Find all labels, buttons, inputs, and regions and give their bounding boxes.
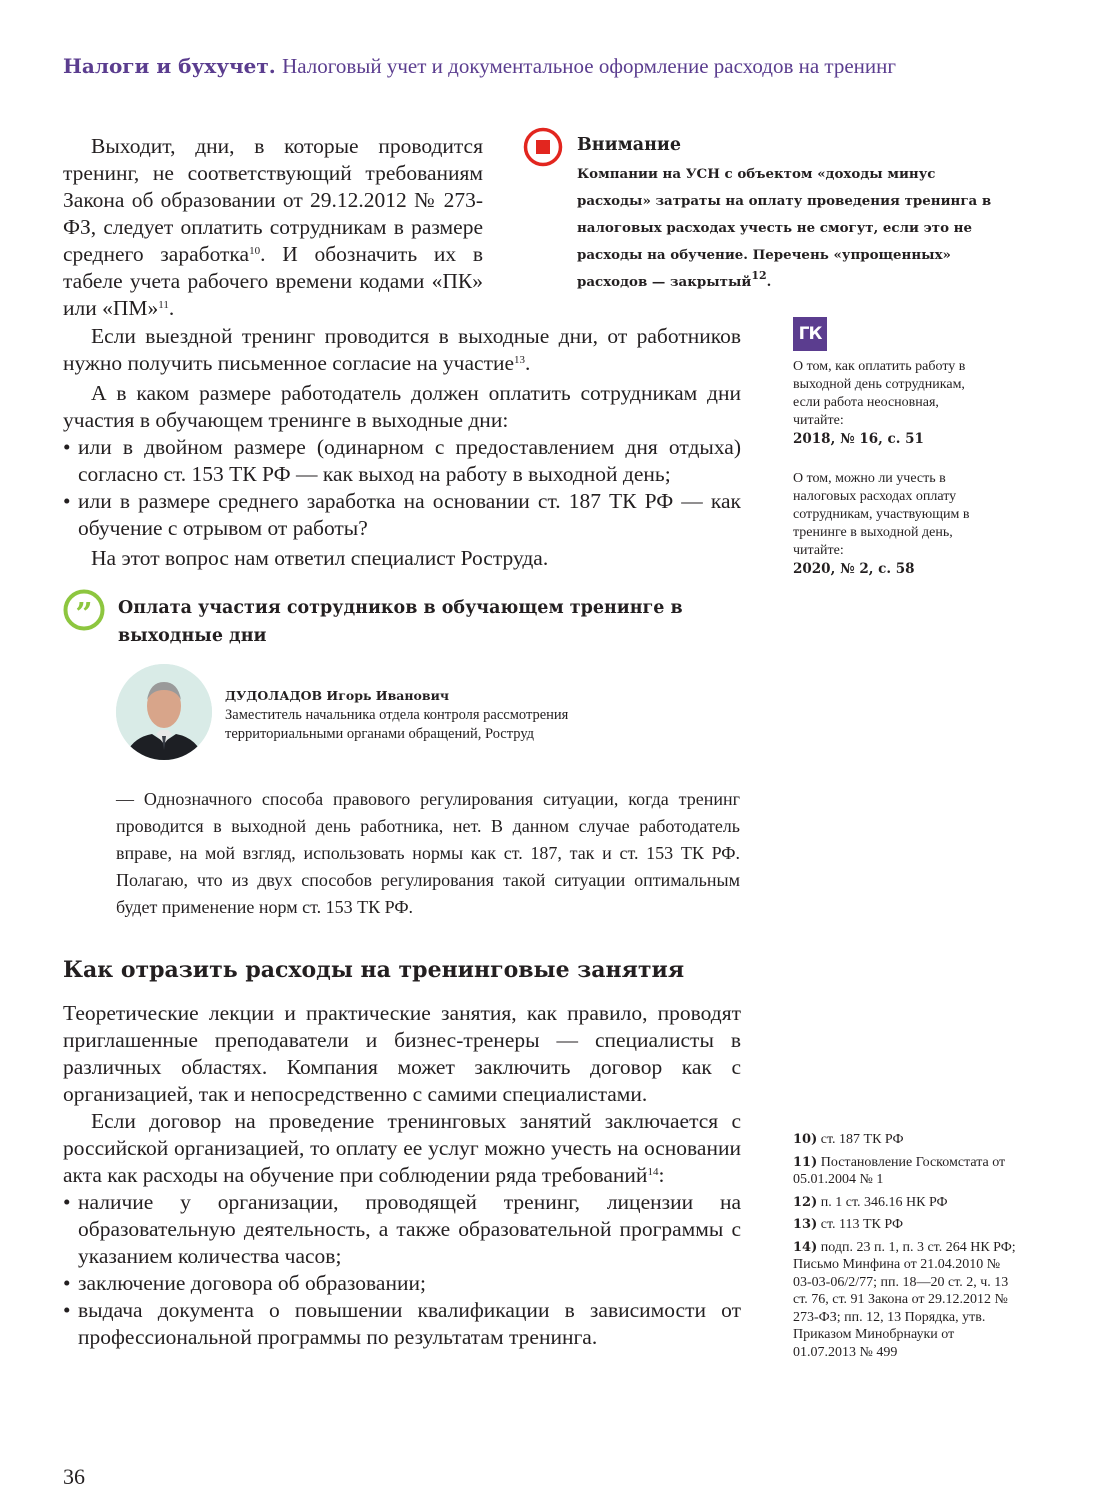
footnote-ref: 14 <box>647 1166 659 1178</box>
sidebar-ref-1 <box>793 358 993 449</box>
footnote-number: 14) <box>793 1239 818 1255</box>
magazine-logo: ГК <box>793 317 827 351</box>
footnote-text: п. 1 ст. 346.16 НК РФ <box>820 1194 948 1210</box>
intro-paragraph <box>63 133 483 322</box>
footnote <box>793 1131 1018 1149</box>
footnote-number: 10) <box>793 1132 818 1147</box>
footnote-text: ст. 113 ТК РФ <box>820 1217 904 1232</box>
quote-text: — Однозначного способа правового регулирования ситуации, когда тренинг проводится в выходной день работника, нет. В данном случае работодатель вправе, на мой взгляд, использовать нормы как ст. 187, так и ст. 153 ТК РФ. Полагаю, что из двух способов регулирования такой ситуации оптимальным будет применение норм ст. 153 ТК РФ. <box>116 789 740 917</box>
expert-role-line: территориальными органами обращений, Роструд <box>225 726 535 742</box>
running-header <box>63 54 896 79</box>
paragraph: Теоретические лекции и практические занятия, как правило, проводят приглашенные преподаватели и бизнес-тренеры — специалисты в различных областях. Компания может заключить договор как с организацией, так и непосредственно с самими специалистами. <box>63 1001 741 1106</box>
section-heading: Как отразить расходы на тренинговые занятия <box>63 957 685 983</box>
p-end: : <box>658 1163 665 1187</box>
expert-role <box>225 706 568 744</box>
sidebar-ref-issue: 2018, № 16, с. 51 <box>793 431 924 447</box>
footnote-text: ст. 187 ТК РФ <box>820 1132 904 1147</box>
attention-text <box>577 161 1012 296</box>
paragraph <box>63 1108 741 1189</box>
footnote-text: Постановление Госкомстата от 05.01.2004 № 1 <box>793 1154 1006 1187</box>
list-item: • или в размере среднего заработка на основании ст. 187 ТК РФ — как обучение с отрывом от работы? <box>63 488 741 542</box>
footnotes <box>793 1131 1018 1366</box>
sidebar-ref-issue: 2020, № 2, с. 58 <box>793 561 915 577</box>
body-section-1 <box>63 323 741 572</box>
intro-text-1: Выходит, дни, в которые проводится тренинг, не соответствующий требованиям Закона об образовании от 29.12.2012 № 273-ФЗ, следует оплатить сотрудникам в размере среднего заработка <box>63 134 483 266</box>
body-section-2 <box>63 1000 741 1351</box>
p2-text: Если выездной тренинг проводится в выходные дни, от работников нужно получить письменное согласие на участие <box>63 324 741 375</box>
sidebar-ref-text: О том, как оплатить работу в выходной день сотрудникам, если работа неосновная, читайте: <box>793 359 966 428</box>
list-item: • наличие у организации, проводящей тренинг, лицензии на образовательную деятельность, а также образовательной программы с указанием количества часов; <box>63 1189 741 1270</box>
header-section: Налоги и бухучет. <box>63 54 276 78</box>
sidebar-ref-2 <box>793 470 993 579</box>
footnote-ref: 12 <box>751 269 767 282</box>
list-item: • или в двойном размере (одинарном с предоставлением дня отдыха) согласно ст. 153 ТК РФ — как выход на работу в выходной день; <box>63 434 741 488</box>
expert-name: ДУДОЛАДОВ Игорь Иванович <box>225 688 449 703</box>
list-item: • выдача документа о повышении квалификации в зависимости от профессиональной программы по результатам тренинга. <box>63 1297 741 1351</box>
attention-end: . <box>766 274 772 290</box>
quote-title: Оплата участия сотрудников в обучающем тренинге в выходные дни <box>118 598 683 646</box>
sidebar-ref-text: О том, можно ли учесть в налоговых расходах оплату сотрудникам, участвующим в тренинге в выходной день, читайте: <box>793 471 970 558</box>
quote-icon <box>63 589 105 635</box>
list-item: • заключение договора об образовании; <box>63 1270 741 1297</box>
header-title: Налоговый учет и документальное оформление расходов на тренинг <box>282 54 896 78</box>
paragraph: А в каком размере работодатель должен оплатить сотрудникам дни участия в обучающем тренинге в выходные дни: <box>63 381 741 432</box>
attention-icon <box>523 127 563 171</box>
paragraph: На этот вопрос нам ответил специалист Роструда. <box>91 546 549 570</box>
expert-photo <box>116 664 212 760</box>
intro-text-2: . И обозначить их в табеле учета рабочего времени кодами «ПК» или «ПМ» <box>63 242 483 320</box>
footnote-number: 12) <box>793 1194 818 1210</box>
footnote-ref: 11 <box>158 299 169 311</box>
p-text: Если договор на проведение тренинговых занятий заключается с российской организацией, то оплату ее услуг можно учесть на основании акта как расходы на обучение при соблюдении ряда требований <box>63 1109 741 1187</box>
svg-text:”: ” <box>75 597 93 631</box>
footnote-ref: 10 <box>249 245 261 257</box>
intro-text-3: . <box>168 296 175 320</box>
paragraph <box>63 323 741 377</box>
footnote <box>793 1239 1018 1362</box>
expert-role-line: Заместитель начальника отдела контроля рассмотрения <box>225 707 569 723</box>
page-number: 36 <box>63 1464 85 1489</box>
footnote-ref: 13 <box>514 354 526 366</box>
footnote <box>793 1194 1018 1212</box>
footnote <box>793 1154 1018 1189</box>
footnote-number: 13) <box>793 1217 818 1232</box>
p2-end: . <box>525 351 531 375</box>
footnote-number: 11) <box>793 1154 818 1170</box>
footnote <box>793 1216 1018 1234</box>
attention-title: Внимание <box>577 135 682 155</box>
attention-body: Компании на УСН с объектом «доходы минус расходы» затраты на оплату проведения тренинга в налоговых расходах учесть не смогут, если это не расходы на обучение. Перечень «упрощенных» расходов — закрытый <box>577 166 992 290</box>
footnote-text: подп. 23 п. 1, п. 3 ст. 264 НК РФ; Письмо Минфина от 21.04.2010 № 03-03-06/2/77; пп. 18—20 ст. 2, ч. 13 ст. 76, ст. 91 Закона от 29.12.2012 № 273-ФЗ; пп. 12, 13 Порядка, утв. Приказом Минобрнауки от 01.07.2013 № 499 <box>793 1239 1016 1360</box>
